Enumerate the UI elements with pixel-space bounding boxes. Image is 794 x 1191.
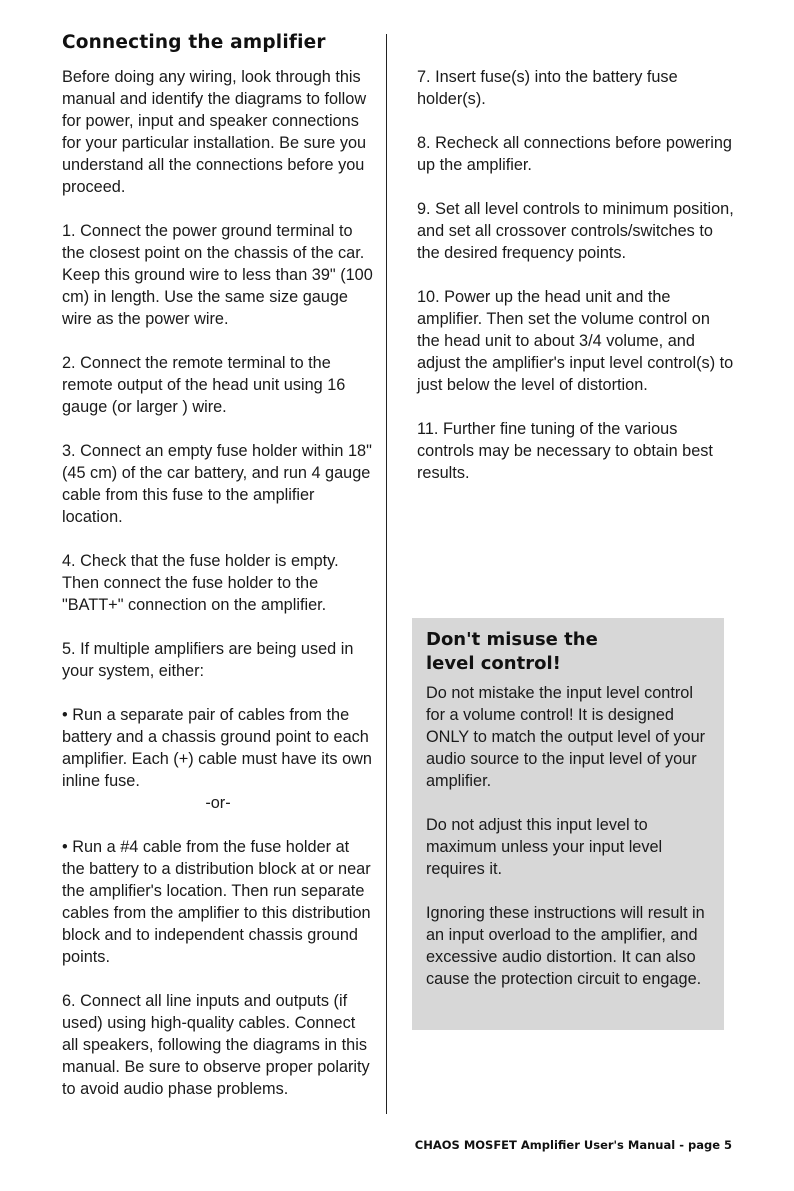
callout-title-line-1: Don't misuse the	[426, 629, 598, 650]
step-2: 2. Connect the remote terminal to the remote output of the head unit using 16 gauge (or larger ) wire.	[62, 354, 346, 416]
callout-paragraph-1: Do not mistake the input level control for a volume control! It is designed ONLY to match the output level of your audio source to the input level of your amplifier.	[426, 684, 706, 790]
or-separator: -or-	[205, 794, 231, 812]
step-10: 10. Power up the head unit and the amplifier. Then set the volume control on the head unit to about 3/4 volume, and adjust the amplifier's input level control(s) to just below the level of distortion.	[417, 288, 734, 394]
step-11: 11. Further fine tuning of the various controls may be necessary to obtain best results.	[417, 420, 713, 482]
intro-paragraph: Before doing any wiring, look through this manual and identify the diagrams to follow for power, input and speaker connections for your particular installation. Be sure you understand all the connections before you proceed.	[62, 68, 367, 196]
step-5-option-a: • Run a separate pair of cables from the battery and a chassis ground point to each amplifier. Each (+) cable must have its own inline fuse.	[62, 706, 372, 790]
step-4: 4. Check that the fuse holder is empty. Then connect the fuse holder to the "BATT+" connection on the amplifier.	[62, 552, 339, 614]
step-9: 9. Set all level controls to minimum position, and set all crossover controls/switches to the desired frequency points.	[417, 200, 734, 262]
step-8: 8. Recheck all connections before powering up the amplifier.	[417, 134, 732, 174]
column-divider	[386, 34, 387, 1114]
callout-title	[426, 628, 710, 676]
step-3: 3. Connect an empty fuse holder within 18" (45 cm) of the car battery, and run 4 gauge cable from this fuse to the amplifier location.	[62, 442, 372, 526]
step-7: 7. Insert fuse(s) into the battery fuse holder(s).	[417, 68, 678, 108]
step-5-option-b: • Run a #4 cable from the fuse holder at the battery to a distribution block at or near the amplifier's location. Then run separate cables from the amplifier to this distribution block and to independent chassis ground points.	[62, 838, 371, 966]
section-title: Connecting the amplifier	[62, 32, 326, 53]
page-footer: CHAOS MOSFET Amplifier User's Manual - page 5	[414, 1138, 732, 1152]
step-1: 1. Connect the power ground terminal to the closest point on the chassis of the car. Keep this ground wire to less than 39" (100 cm) in length. Use the same size gauge wire as the power wire.	[62, 222, 373, 328]
step-5: 5. If multiple amplifiers are being used in your system, either:	[62, 640, 354, 680]
right-column	[417, 66, 737, 506]
warning-callout-box	[412, 618, 724, 1030]
callout-paragraph-2: Do not adjust this input level to maximum unless your input level requires it.	[426, 816, 663, 878]
callout-title-line-2: level control!	[426, 653, 561, 674]
step-6: 6. Connect all line inputs and outputs (if used) using high-quality cables. Connect all speakers, following the diagrams in this manual. Be sure to observe proper polarity to avoid audio phase problems.	[62, 992, 370, 1098]
left-column	[62, 30, 374, 1122]
callout-paragraph-3: Ignoring these instructions will result in an input overload to the amplifier, and excessive audio distortion. It can also cause the protection circuit to engage.	[426, 904, 705, 988]
